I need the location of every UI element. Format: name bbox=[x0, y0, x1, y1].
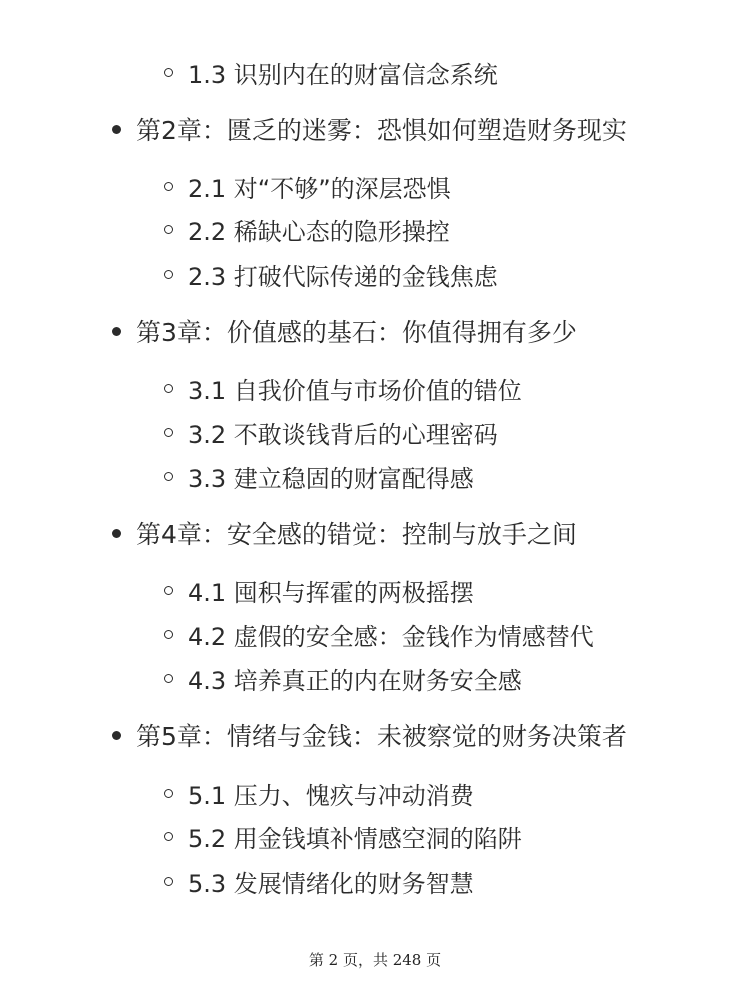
toc-subsection-5-1[interactable] bbox=[164, 776, 474, 810]
toc-subsection-label: 4.1 囤积与挥霍的两极摇摆 bbox=[188, 578, 474, 607]
toc-subsection-1-3[interactable] bbox=[164, 55, 498, 89]
circle-bullet-icon bbox=[164, 832, 173, 841]
toc-subsection-5-3[interactable] bbox=[164, 864, 474, 898]
toc-subsection-3-3[interactable] bbox=[164, 459, 474, 493]
toc-chapter-3[interactable] bbox=[112, 313, 577, 349]
circle-bullet-icon bbox=[164, 472, 173, 481]
toc-subsection-label: 2.1 对“不够”的深层恐惧 bbox=[188, 174, 451, 203]
disc-bullet-icon bbox=[112, 125, 121, 134]
toc-chapter-5[interactable] bbox=[112, 717, 627, 753]
circle-bullet-icon bbox=[164, 68, 173, 77]
toc-subsection-label: 1.3 识别内在的财富信念系统 bbox=[188, 60, 498, 89]
disc-bullet-icon bbox=[112, 327, 121, 336]
toc-subsection-2-1[interactable] bbox=[164, 169, 451, 203]
circle-bullet-icon bbox=[164, 384, 173, 393]
toc-subsection-label: 2.3 打破代际传递的金钱焦虑 bbox=[188, 262, 498, 291]
circle-bullet-icon bbox=[164, 586, 173, 595]
toc-chapter-4[interactable] bbox=[112, 515, 577, 551]
toc-subsection-label: 5.1 压力、愧疚与冲动消费 bbox=[188, 781, 474, 810]
toc-subsection-label: 3.3 建立稳固的财富配得感 bbox=[188, 464, 474, 493]
toc-chapter-label: 第5章：情绪与金钱：未被察觉的财务决策者 bbox=[136, 722, 627, 751]
circle-bullet-icon bbox=[164, 630, 173, 639]
toc-subsection-3-1[interactable] bbox=[164, 371, 522, 405]
circle-bullet-icon bbox=[164, 182, 173, 191]
toc-subsection-4-1[interactable] bbox=[164, 573, 474, 607]
toc-subsection-2-2[interactable] bbox=[164, 212, 450, 246]
circle-bullet-icon bbox=[164, 225, 173, 234]
toc-subsection-label: 5.2 用金钱填补情感空洞的陷阱 bbox=[188, 824, 522, 853]
circle-bullet-icon bbox=[164, 789, 173, 798]
circle-bullet-icon bbox=[164, 877, 173, 886]
toc-subsection-label: 5.3 发展情绪化的财务智慧 bbox=[188, 869, 474, 898]
disc-bullet-icon bbox=[112, 529, 121, 538]
page-footer: 第 2 页，共 248 页 bbox=[308, 951, 442, 969]
disc-bullet-icon bbox=[112, 731, 121, 740]
toc-chapter-label: 第3章：价值感的基石：你值得拥有多少 bbox=[136, 318, 577, 347]
toc-subsection-4-2[interactable] bbox=[164, 617, 594, 651]
toc-chapter-2[interactable] bbox=[112, 111, 627, 147]
toc-subsection-label: 3.2 不敢谈钱背后的心理密码 bbox=[188, 420, 498, 449]
toc-subsection-label: 3.1 自我价值与市场价值的错位 bbox=[188, 376, 522, 405]
toc-subsection-label: 2.2 稀缺心态的隐形操控 bbox=[188, 217, 450, 246]
toc-subsection-label: 4.3 培养真正的内在财务安全感 bbox=[188, 666, 522, 695]
toc-subsection-5-2[interactable] bbox=[164, 819, 522, 853]
toc-chapter-label: 第4章：安全感的错觉：控制与放手之间 bbox=[136, 520, 577, 549]
circle-bullet-icon bbox=[164, 270, 173, 279]
toc-chapter-label: 第2章：匮乏的迷雾：恐惧如何塑造财务现实 bbox=[136, 116, 627, 145]
toc-subsection-label: 4.2 虚假的安全感：金钱作为情感替代 bbox=[188, 622, 594, 651]
toc-subsection-2-3[interactable] bbox=[164, 257, 498, 291]
toc-subsection-3-2[interactable] bbox=[164, 415, 498, 449]
circle-bullet-icon bbox=[164, 428, 173, 437]
circle-bullet-icon bbox=[164, 674, 173, 683]
toc-subsection-4-3[interactable] bbox=[164, 661, 522, 695]
